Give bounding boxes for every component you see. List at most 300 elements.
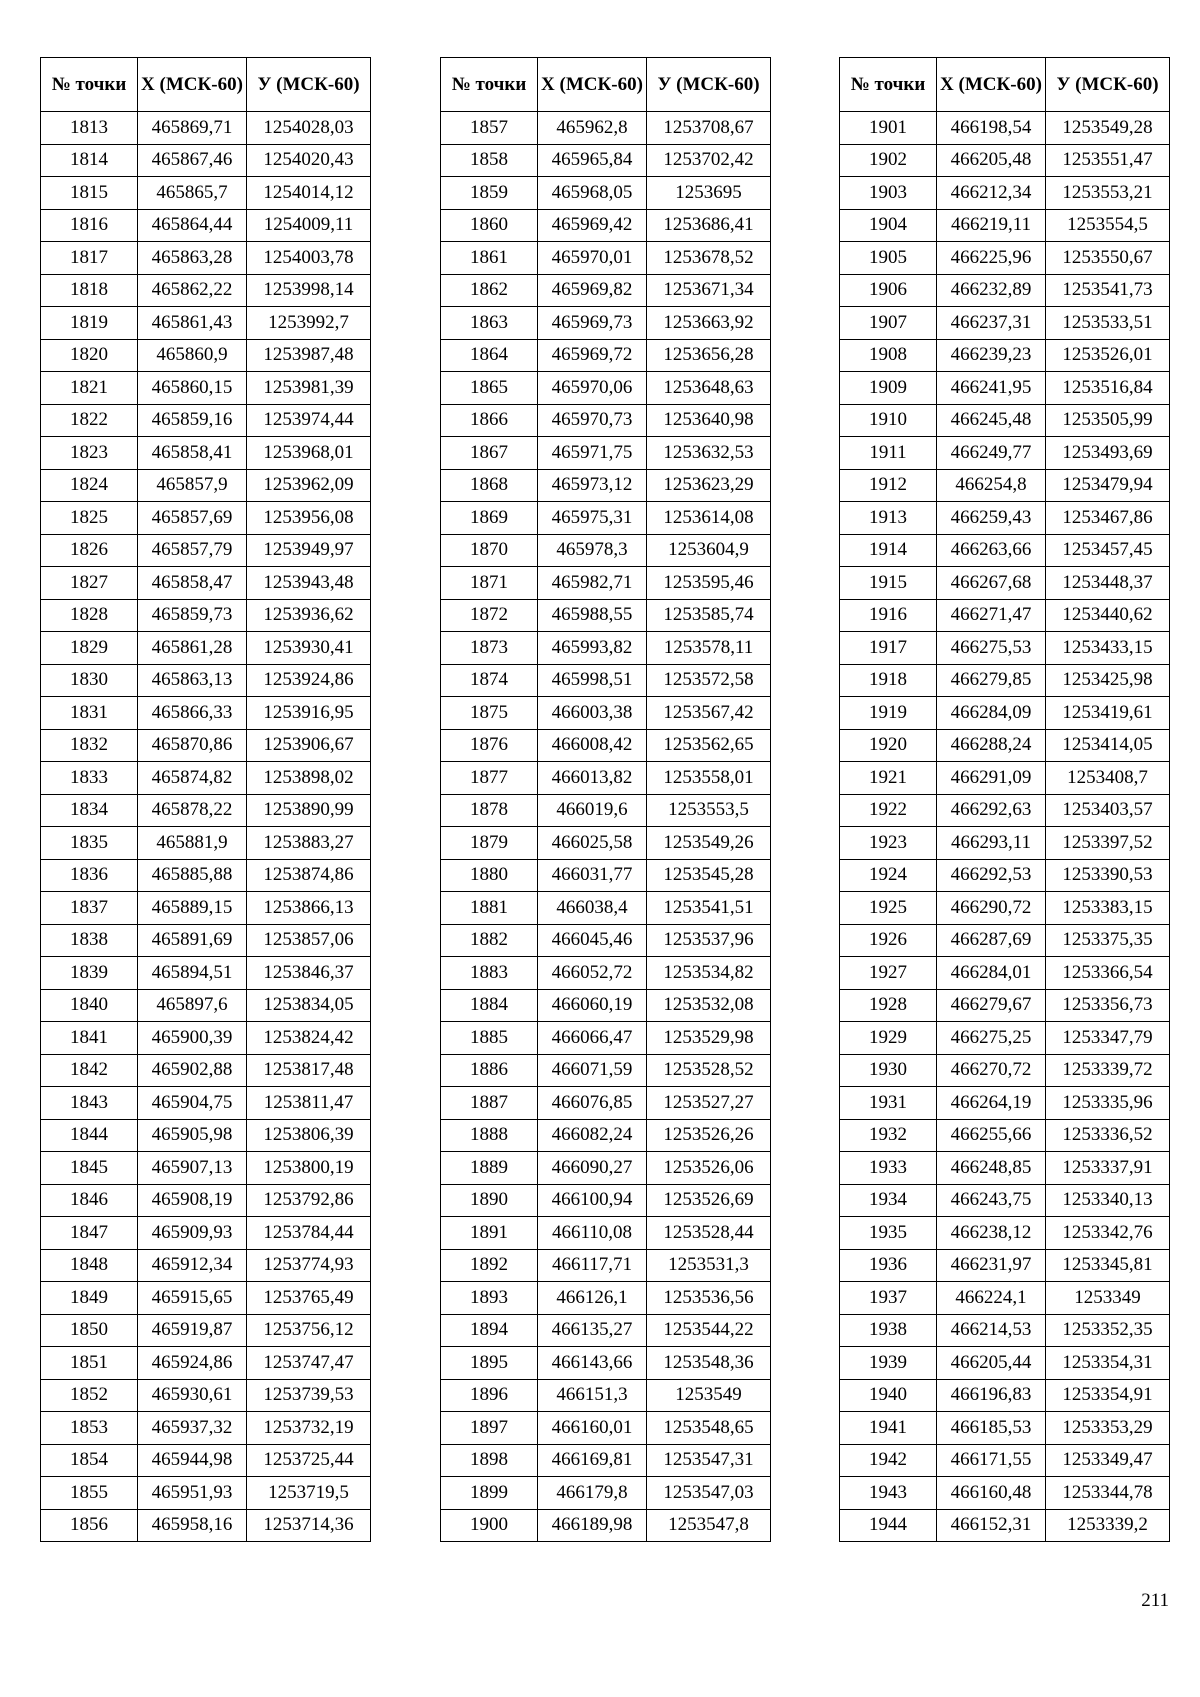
table-row (441, 1509, 771, 1542)
y-coordinate-cell: 1253375,35 (1046, 924, 1170, 957)
point-number-cell: 1895 (441, 1347, 538, 1380)
table-row (840, 567, 1170, 600)
point-number-cell: 1900 (441, 1509, 538, 1542)
y-coordinate-cell: 1253349,47 (1046, 1444, 1170, 1477)
x-coordinate-cell: 466025,58 (538, 827, 647, 860)
point-number-cell: 1875 (441, 697, 538, 730)
y-coordinate-cell: 1253806,39 (247, 1119, 371, 1152)
table-row (41, 1119, 371, 1152)
y-coordinate-cell: 1253548,36 (647, 1347, 771, 1380)
x-coordinate-cell: 465930,61 (138, 1379, 247, 1412)
x-coordinate-cell: 465889,15 (138, 892, 247, 925)
header-y-coordinate: У (МСК-60) (647, 58, 771, 112)
point-number-cell: 1857 (441, 112, 538, 145)
x-coordinate-cell: 466249,77 (937, 437, 1046, 470)
x-coordinate-cell: 465860,15 (138, 372, 247, 405)
point-number-cell: 1870 (441, 534, 538, 567)
point-number-cell: 1851 (41, 1347, 138, 1380)
table-row (840, 242, 1170, 275)
y-coordinate-cell: 1253532,08 (647, 989, 771, 1022)
point-number-cell: 1821 (41, 372, 138, 405)
x-coordinate-cell: 466110,08 (538, 1217, 647, 1250)
x-coordinate-cell: 465878,22 (138, 794, 247, 827)
y-coordinate-cell: 1253714,36 (247, 1509, 371, 1542)
x-coordinate-cell: 466292,53 (937, 859, 1046, 892)
y-coordinate-cell: 1253366,54 (1046, 957, 1170, 990)
y-coordinate-cell: 1253528,44 (647, 1217, 771, 1250)
table-row (441, 502, 771, 535)
table-row (41, 697, 371, 730)
x-coordinate-cell: 466255,66 (937, 1119, 1046, 1152)
point-number-cell: 1869 (441, 502, 538, 535)
table-row (441, 437, 771, 470)
table-row (41, 859, 371, 892)
point-number-cell: 1918 (840, 664, 937, 697)
point-number-cell: 1914 (840, 534, 937, 567)
header-point-number: № точки (441, 58, 538, 112)
point-number-cell: 1913 (840, 502, 937, 535)
point-number-cell: 1905 (840, 242, 937, 275)
table-row (441, 1282, 771, 1315)
table-row (41, 339, 371, 372)
table-row (840, 729, 1170, 762)
y-coordinate-cell: 1253526,06 (647, 1152, 771, 1185)
table-row (441, 307, 771, 340)
point-number-cell: 1843 (41, 1087, 138, 1120)
x-coordinate-cell: 466196,83 (937, 1379, 1046, 1412)
x-coordinate-cell: 465982,71 (538, 567, 647, 600)
x-coordinate-cell: 466003,38 (538, 697, 647, 730)
point-number-cell: 1887 (441, 1087, 538, 1120)
point-number-cell: 1828 (41, 599, 138, 632)
header-y-coordinate: У (МСК-60) (1046, 58, 1170, 112)
table-row (41, 924, 371, 957)
point-number-cell: 1943 (840, 1477, 937, 1510)
x-coordinate-cell: 465857,69 (138, 502, 247, 535)
x-coordinate-cell: 466151,3 (538, 1379, 647, 1412)
x-coordinate-cell: 466219,11 (937, 209, 1046, 242)
point-number-cell: 1924 (840, 859, 937, 892)
point-number-cell: 1938 (840, 1314, 937, 1347)
point-number-cell: 1917 (840, 632, 937, 665)
y-coordinate-cell: 1253695 (647, 177, 771, 210)
point-number-cell: 1896 (441, 1379, 538, 1412)
x-coordinate-cell: 466135,27 (538, 1314, 647, 1347)
y-coordinate-cell: 1253857,06 (247, 924, 371, 957)
x-coordinate-cell: 466243,75 (937, 1184, 1046, 1217)
x-coordinate-cell: 466224,1 (937, 1282, 1046, 1315)
x-coordinate-cell: 466019,6 (538, 794, 647, 827)
table-row (441, 989, 771, 1022)
table-row (441, 112, 771, 145)
y-coordinate-cell: 1253936,62 (247, 599, 371, 632)
table-row (441, 1054, 771, 1087)
y-coordinate-cell: 1254028,03 (247, 112, 371, 145)
point-number-cell: 1844 (41, 1119, 138, 1152)
point-number-cell: 1937 (840, 1282, 937, 1315)
x-coordinate-cell: 466231,97 (937, 1249, 1046, 1282)
y-coordinate-cell: 1254009,11 (247, 209, 371, 242)
table-row (41, 242, 371, 275)
y-coordinate-cell: 1253337,91 (1046, 1152, 1170, 1185)
x-coordinate-cell: 466008,42 (538, 729, 647, 762)
point-number-cell: 1850 (41, 1314, 138, 1347)
table-row (41, 404, 371, 437)
table-row (441, 1249, 771, 1282)
y-coordinate-cell: 1253811,47 (247, 1087, 371, 1120)
x-coordinate-cell: 466225,96 (937, 242, 1046, 275)
x-coordinate-cell: 465874,82 (138, 762, 247, 795)
y-coordinate-cell: 1253554,5 (1046, 209, 1170, 242)
x-coordinate-cell: 466126,1 (538, 1282, 647, 1315)
table-row (41, 1152, 371, 1185)
x-coordinate-cell: 466232,89 (937, 274, 1046, 307)
y-coordinate-cell: 1253874,86 (247, 859, 371, 892)
x-coordinate-cell: 465859,73 (138, 599, 247, 632)
y-coordinate-cell: 1253981,39 (247, 372, 371, 405)
y-coordinate-cell: 1253992,7 (247, 307, 371, 340)
coordinates-table-1 (40, 57, 371, 1542)
x-coordinate-cell: 466171,55 (937, 1444, 1046, 1477)
point-number-cell: 1879 (441, 827, 538, 860)
table-row (41, 1444, 371, 1477)
point-number-cell: 1921 (840, 762, 937, 795)
table-row (41, 794, 371, 827)
x-coordinate-cell: 466284,01 (937, 957, 1046, 990)
point-number-cell: 1876 (441, 729, 538, 762)
x-coordinate-cell: 465863,28 (138, 242, 247, 275)
y-coordinate-cell: 1253479,94 (1046, 469, 1170, 502)
y-coordinate-cell: 1253800,19 (247, 1152, 371, 1185)
point-number-cell: 1880 (441, 859, 538, 892)
x-coordinate-cell: 465891,69 (138, 924, 247, 957)
x-coordinate-cell: 466264,19 (937, 1087, 1046, 1120)
point-number-cell: 1915 (840, 567, 937, 600)
x-coordinate-cell: 465867,46 (138, 144, 247, 177)
y-coordinate-cell: 1253572,58 (647, 664, 771, 697)
point-number-cell: 1829 (41, 632, 138, 665)
point-number-cell: 1854 (41, 1444, 138, 1477)
table-row (840, 437, 1170, 470)
x-coordinate-cell: 465968,05 (538, 177, 647, 210)
point-number-cell: 1892 (441, 1249, 538, 1282)
x-coordinate-cell: 466254,8 (937, 469, 1046, 502)
x-coordinate-cell: 466263,66 (937, 534, 1046, 567)
point-number-cell: 1872 (441, 599, 538, 632)
y-coordinate-cell: 1253671,34 (647, 274, 771, 307)
table-row (840, 859, 1170, 892)
table-row (441, 1314, 771, 1347)
y-coordinate-cell: 1253531,3 (647, 1249, 771, 1282)
point-number-cell: 1849 (41, 1282, 138, 1315)
point-number-cell: 1932 (840, 1119, 937, 1152)
x-coordinate-cell: 465958,16 (138, 1509, 247, 1542)
point-number-cell: 1901 (840, 112, 937, 145)
y-coordinate-cell: 1253356,73 (1046, 989, 1170, 1022)
point-number-cell: 1885 (441, 1022, 538, 1055)
table-row (840, 502, 1170, 535)
point-number-cell: 1834 (41, 794, 138, 827)
table-row (840, 664, 1170, 697)
table-row (41, 1412, 371, 1445)
point-number-cell: 1906 (840, 274, 937, 307)
x-coordinate-cell: 466169,81 (538, 1444, 647, 1477)
table-row (441, 729, 771, 762)
y-coordinate-cell: 1253548,65 (647, 1412, 771, 1445)
y-coordinate-cell: 1253663,92 (647, 307, 771, 340)
point-number-cell: 1911 (840, 437, 937, 470)
point-number-cell: 1867 (441, 437, 538, 470)
x-coordinate-cell: 466117,71 (538, 1249, 647, 1282)
y-coordinate-cell: 1253547,8 (647, 1509, 771, 1542)
point-number-cell: 1882 (441, 924, 538, 957)
x-coordinate-cell: 465897,6 (138, 989, 247, 1022)
y-coordinate-cell: 1253347,79 (1046, 1022, 1170, 1055)
table-row (441, 372, 771, 405)
y-coordinate-cell: 1253457,45 (1046, 534, 1170, 567)
x-coordinate-cell: 465881,9 (138, 827, 247, 860)
y-coordinate-cell: 1253595,46 (647, 567, 771, 600)
point-number-cell: 1926 (840, 924, 937, 957)
header-x-coordinate: X (МСК-60) (538, 58, 647, 112)
table-row (840, 1379, 1170, 1412)
point-number-cell: 1920 (840, 729, 937, 762)
table-header-row (840, 58, 1170, 112)
table-row (441, 567, 771, 600)
point-number-cell: 1842 (41, 1054, 138, 1087)
x-coordinate-cell: 465937,32 (138, 1412, 247, 1445)
table-row (41, 1379, 371, 1412)
y-coordinate-cell: 1253623,29 (647, 469, 771, 502)
y-coordinate-cell: 1253725,44 (247, 1444, 371, 1477)
table-row (840, 209, 1170, 242)
point-number-cell: 1865 (441, 372, 538, 405)
table-row (41, 599, 371, 632)
y-coordinate-cell: 1253526,26 (647, 1119, 771, 1152)
point-number-cell: 1927 (840, 957, 937, 990)
x-coordinate-cell: 466248,85 (937, 1152, 1046, 1185)
point-number-cell: 1899 (441, 1477, 538, 1510)
table-row (41, 144, 371, 177)
point-number-cell: 1825 (41, 502, 138, 535)
table-row (840, 307, 1170, 340)
table-row (441, 534, 771, 567)
y-coordinate-cell: 1253765,49 (247, 1282, 371, 1315)
point-number-cell: 1853 (41, 1412, 138, 1445)
point-number-cell: 1890 (441, 1184, 538, 1217)
point-number-cell: 1877 (441, 762, 538, 795)
table-row (41, 307, 371, 340)
y-coordinate-cell: 1253549 (647, 1379, 771, 1412)
table-row (441, 794, 771, 827)
y-coordinate-cell: 1253585,74 (647, 599, 771, 632)
point-number-cell: 1814 (41, 144, 138, 177)
table-row (441, 1152, 771, 1185)
table-row (441, 1444, 771, 1477)
point-number-cell: 1919 (840, 697, 937, 730)
point-number-cell: 1846 (41, 1184, 138, 1217)
point-number-cell: 1941 (840, 1412, 937, 1445)
y-coordinate-cell: 1253968,01 (247, 437, 371, 470)
point-number-cell: 1813 (41, 112, 138, 145)
y-coordinate-cell: 1253998,14 (247, 274, 371, 307)
table-row (840, 892, 1170, 925)
table-row (441, 274, 771, 307)
x-coordinate-cell: 466100,94 (538, 1184, 647, 1217)
header-point-number: № точки (41, 58, 138, 112)
x-coordinate-cell: 465993,82 (538, 632, 647, 665)
y-coordinate-cell: 1253553,5 (647, 794, 771, 827)
x-coordinate-cell: 465861,43 (138, 307, 247, 340)
y-coordinate-cell: 1253756,12 (247, 1314, 371, 1347)
table-row (441, 697, 771, 730)
table-row (441, 242, 771, 275)
x-coordinate-cell: 465859,16 (138, 404, 247, 437)
point-number-cell: 1871 (441, 567, 538, 600)
x-coordinate-cell: 465885,88 (138, 859, 247, 892)
y-coordinate-cell: 1253537,96 (647, 924, 771, 957)
table-row (41, 1347, 371, 1380)
point-number-cell: 1874 (441, 664, 538, 697)
point-number-cell: 1860 (441, 209, 538, 242)
table-row (41, 1087, 371, 1120)
y-coordinate-cell: 1253541,51 (647, 892, 771, 925)
point-number-cell: 1884 (441, 989, 538, 1022)
x-coordinate-cell: 466076,85 (538, 1087, 647, 1120)
point-number-cell: 1922 (840, 794, 937, 827)
point-number-cell: 1897 (441, 1412, 538, 1445)
point-number-cell: 1823 (41, 437, 138, 470)
y-coordinate-cell: 1253890,99 (247, 794, 371, 827)
table-row (840, 1022, 1170, 1055)
x-coordinate-cell: 466239,23 (937, 339, 1046, 372)
table-row (441, 1347, 771, 1380)
y-coordinate-cell: 1253551,47 (1046, 144, 1170, 177)
table-header-row (41, 58, 371, 112)
y-coordinate-cell: 1253342,76 (1046, 1217, 1170, 1250)
table-row (840, 404, 1170, 437)
x-coordinate-cell: 465858,41 (138, 437, 247, 470)
y-coordinate-cell: 1253383,15 (1046, 892, 1170, 925)
x-coordinate-cell: 466267,68 (937, 567, 1046, 600)
table-row (41, 534, 371, 567)
y-coordinate-cell: 1253656,28 (647, 339, 771, 372)
point-number-cell: 1838 (41, 924, 138, 957)
y-coordinate-cell: 1253943,48 (247, 567, 371, 600)
y-coordinate-cell: 1253949,97 (247, 534, 371, 567)
y-coordinate-cell: 1253344,78 (1046, 1477, 1170, 1510)
table-row (41, 632, 371, 665)
y-coordinate-cell: 1253354,91 (1046, 1379, 1170, 1412)
y-coordinate-cell: 1253898,02 (247, 762, 371, 795)
x-coordinate-cell: 466060,19 (538, 989, 647, 1022)
y-coordinate-cell: 1253349 (1046, 1282, 1170, 1315)
y-coordinate-cell: 1253529,98 (647, 1022, 771, 1055)
x-coordinate-cell: 466013,82 (538, 762, 647, 795)
table-row (840, 794, 1170, 827)
y-coordinate-cell: 1253414,05 (1046, 729, 1170, 762)
x-coordinate-cell: 466290,72 (937, 892, 1046, 925)
point-number-cell: 1859 (441, 177, 538, 210)
point-number-cell: 1881 (441, 892, 538, 925)
y-coordinate-cell: 1253686,41 (647, 209, 771, 242)
table-row (840, 1477, 1170, 1510)
y-coordinate-cell: 1253866,13 (247, 892, 371, 925)
y-coordinate-cell: 1253784,44 (247, 1217, 371, 1250)
y-coordinate-cell: 1253604,9 (647, 534, 771, 567)
y-coordinate-cell: 1253541,73 (1046, 274, 1170, 307)
x-coordinate-cell: 466288,24 (937, 729, 1046, 762)
x-coordinate-cell: 466284,09 (937, 697, 1046, 730)
y-coordinate-cell: 1253906,67 (247, 729, 371, 762)
x-coordinate-cell: 465870,86 (138, 729, 247, 762)
point-number-cell: 1909 (840, 372, 937, 405)
x-coordinate-cell: 465904,75 (138, 1087, 247, 1120)
table-row (41, 892, 371, 925)
x-coordinate-cell: 465912,34 (138, 1249, 247, 1282)
y-coordinate-cell: 1253547,03 (647, 1477, 771, 1510)
point-number-cell: 1862 (441, 274, 538, 307)
x-coordinate-cell: 465969,82 (538, 274, 647, 307)
y-coordinate-cell: 1253545,28 (647, 859, 771, 892)
table-row (840, 534, 1170, 567)
point-number-cell: 1817 (41, 242, 138, 275)
point-number-cell: 1819 (41, 307, 138, 340)
x-coordinate-cell: 465973,12 (538, 469, 647, 502)
x-coordinate-cell: 465915,65 (138, 1282, 247, 1315)
y-coordinate-cell: 1253526,01 (1046, 339, 1170, 372)
y-coordinate-cell: 1253528,52 (647, 1054, 771, 1087)
x-coordinate-cell: 465864,44 (138, 209, 247, 242)
x-coordinate-cell: 465869,71 (138, 112, 247, 145)
y-coordinate-cell: 1253824,42 (247, 1022, 371, 1055)
header-point-number: № точки (840, 58, 937, 112)
table-row (441, 892, 771, 925)
point-number-cell: 1856 (41, 1509, 138, 1542)
y-coordinate-cell: 1253505,99 (1046, 404, 1170, 437)
x-coordinate-cell: 466279,67 (937, 989, 1046, 1022)
y-coordinate-cell: 1253339,72 (1046, 1054, 1170, 1087)
y-coordinate-cell: 1253397,52 (1046, 827, 1170, 860)
y-coordinate-cell: 1253340,13 (1046, 1184, 1170, 1217)
x-coordinate-cell: 465924,86 (138, 1347, 247, 1380)
y-coordinate-cell: 1254020,43 (247, 144, 371, 177)
table-row (441, 209, 771, 242)
y-coordinate-cell: 1253817,48 (247, 1054, 371, 1087)
x-coordinate-cell: 465971,75 (538, 437, 647, 470)
y-coordinate-cell: 1253425,98 (1046, 664, 1170, 697)
x-coordinate-cell: 465962,8 (538, 112, 647, 145)
x-coordinate-cell: 466275,53 (937, 632, 1046, 665)
table-row (840, 372, 1170, 405)
y-coordinate-cell: 1253648,63 (647, 372, 771, 405)
x-coordinate-cell: 466212,34 (937, 177, 1046, 210)
coordinates-table-2 (440, 57, 771, 1542)
point-number-cell: 1840 (41, 989, 138, 1022)
point-number-cell: 1883 (441, 957, 538, 990)
x-coordinate-cell: 466198,54 (937, 112, 1046, 145)
point-number-cell: 1837 (41, 892, 138, 925)
y-coordinate-cell: 1253547,31 (647, 1444, 771, 1477)
x-coordinate-cell: 466160,01 (538, 1412, 647, 1445)
table-row (41, 112, 371, 145)
table-row (840, 1282, 1170, 1315)
point-number-cell: 1858 (441, 144, 538, 177)
table-row (840, 1314, 1170, 1347)
point-number-cell: 1893 (441, 1282, 538, 1315)
x-coordinate-cell: 465900,39 (138, 1022, 247, 1055)
table-row (41, 567, 371, 600)
